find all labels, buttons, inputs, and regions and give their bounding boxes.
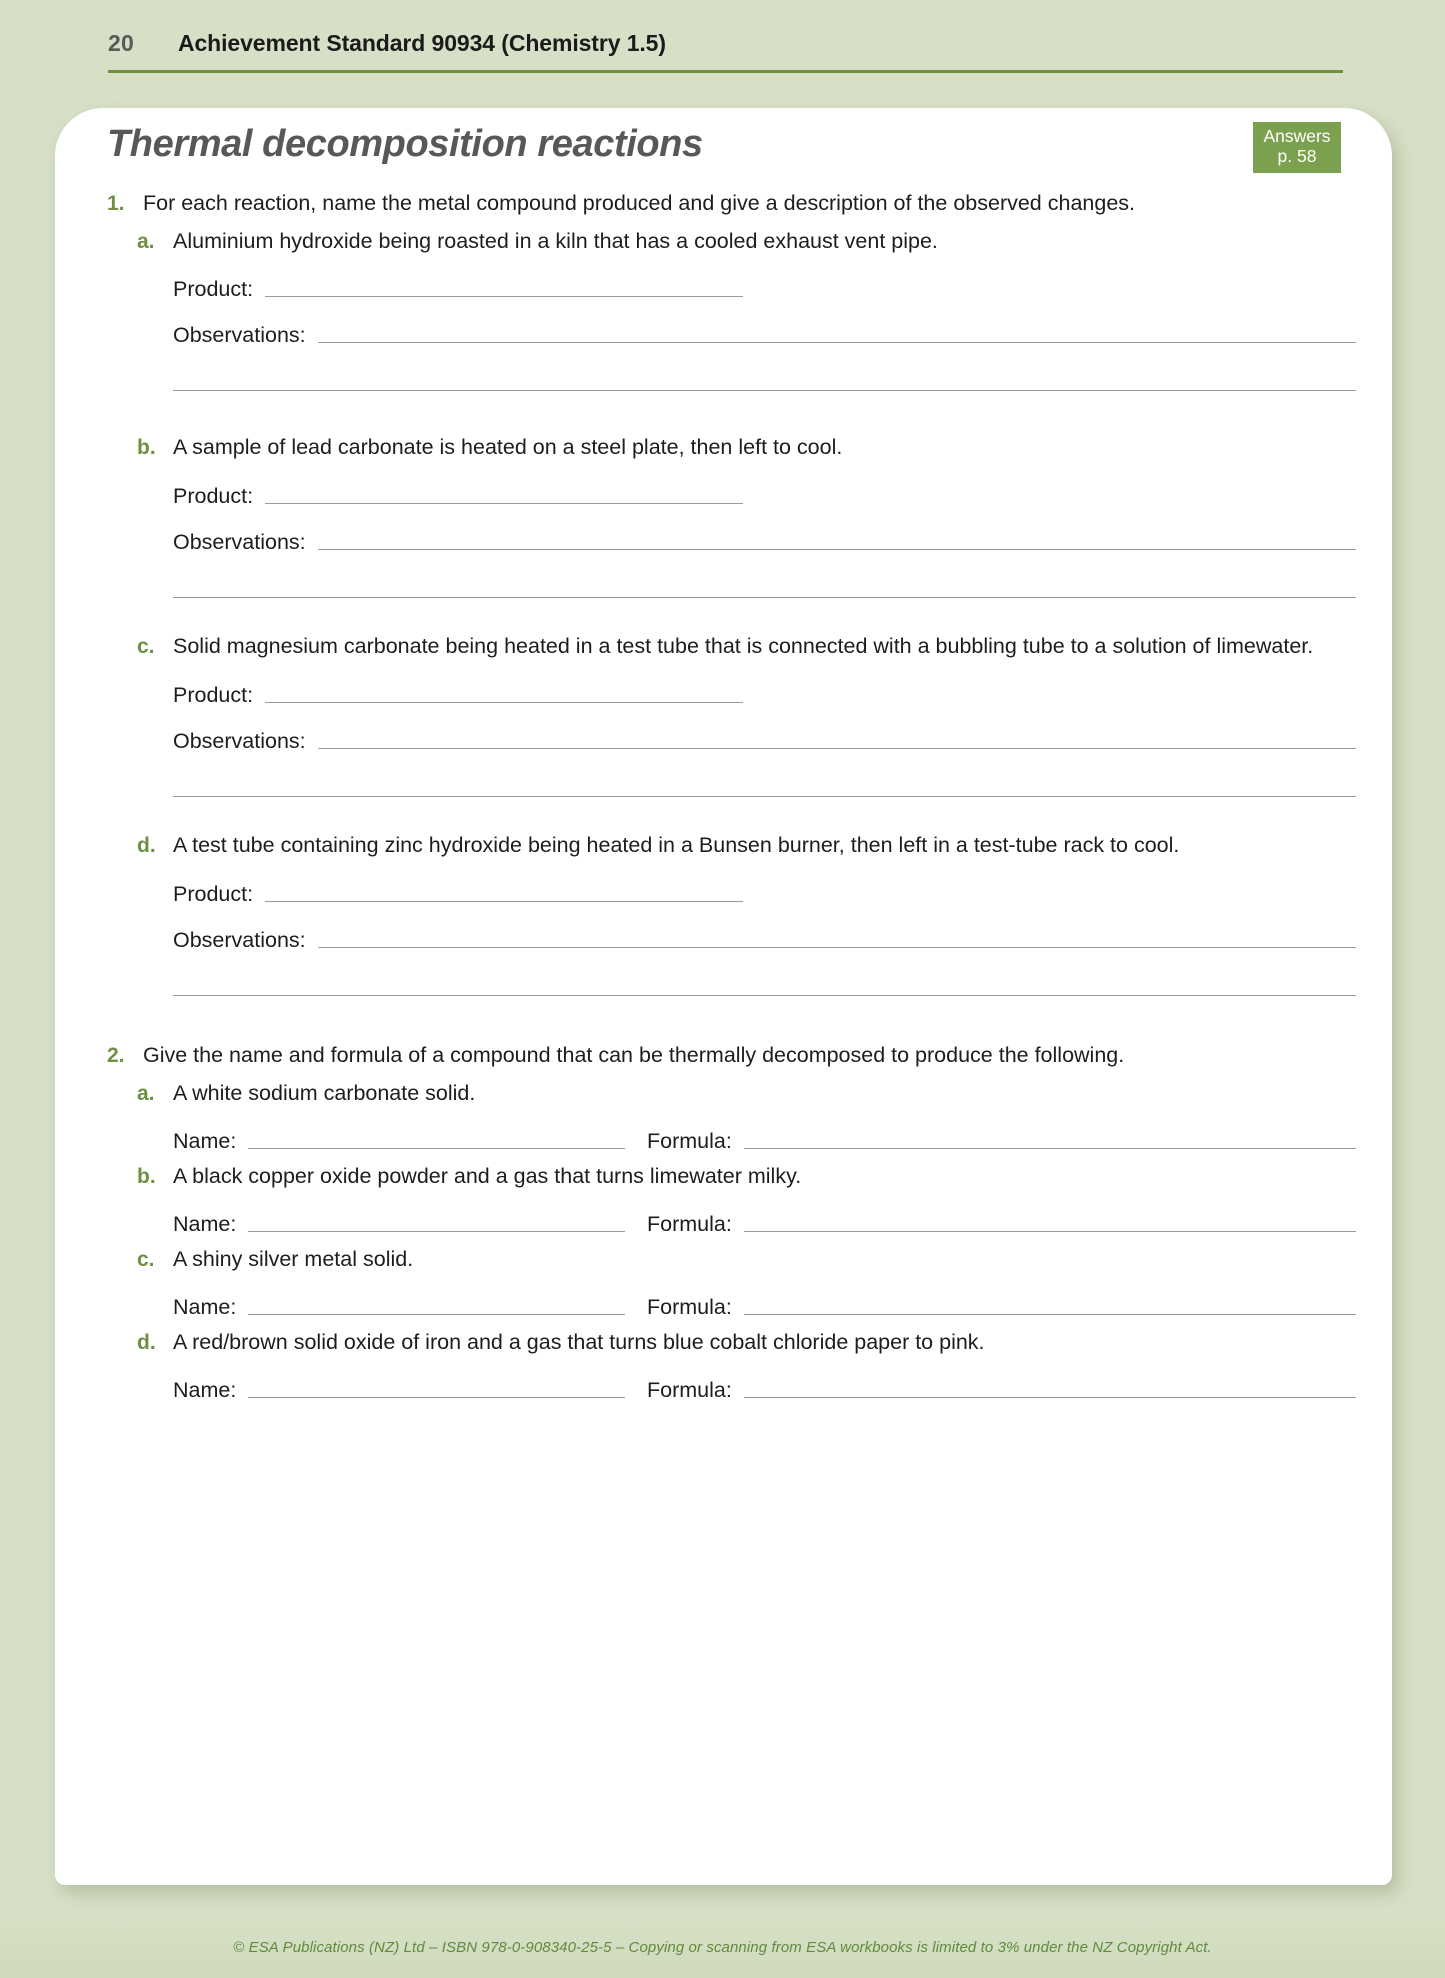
product-answer-line[interactable] (265, 702, 743, 703)
question-1a-text: Aluminium hydroxide being roasted in a kiln that has a cooled exhaust vent pipe. (173, 228, 938, 253)
spacer (55, 797, 1392, 823)
question-1d-stem (55, 830, 1392, 861)
page-footer (0, 1916, 1445, 1978)
name-label: Name: (173, 1128, 237, 1153)
question-2c-answer-block (55, 1295, 1392, 1320)
question-2a-letter: a. (137, 1081, 155, 1105)
question-1b-letter: b. (137, 436, 156, 460)
name-label: Name: (173, 1377, 237, 1402)
page-number: 20 (108, 30, 134, 56)
question-2d-answer-block (55, 1378, 1392, 1403)
product-label: Product: (173, 882, 254, 907)
name-answer-line[interactable] (248, 1148, 625, 1149)
name-answer-line[interactable] (248, 1231, 625, 1232)
formula-label: Formula: (647, 1377, 732, 1402)
product-field-1b[interactable] (173, 484, 1356, 509)
question-1a-answer-block (55, 277, 1392, 391)
question-2a-answer-block (55, 1129, 1392, 1154)
question-1 (55, 188, 1392, 996)
observations-field-1d[interactable] (173, 928, 1356, 953)
card-body (55, 108, 1392, 1885)
question-1d-answer-block (55, 882, 1392, 996)
page-header (0, 0, 1445, 78)
answers-badge-page: p. 58 (1277, 145, 1317, 166)
content-card (55, 108, 1392, 1885)
observations-label: Observations: (173, 729, 306, 754)
question-1c-letter: c. (137, 635, 155, 659)
header-inner (0, 0, 666, 57)
question-2c-text: A shiny silver metal solid. (173, 1246, 414, 1271)
name-answer-line[interactable] (248, 1397, 625, 1398)
observations-label: Observations: (173, 530, 306, 555)
observations-answer-line[interactable] (318, 748, 1356, 749)
question-2 (55, 1040, 1392, 1402)
question-2d-letter: d. (137, 1330, 156, 1354)
question-2b-letter: b. (137, 1164, 156, 1188)
name-formula-row-2d (173, 1378, 1356, 1403)
name-field-2b[interactable] (173, 1212, 647, 1237)
formula-field-2c[interactable] (647, 1295, 1356, 1320)
question-2d-stem (55, 1327, 1392, 1358)
name-formula-row-2c (173, 1295, 1356, 1320)
observations-label: Observations: (173, 323, 306, 348)
question-1b-answer-block (55, 484, 1392, 598)
formula-field-2b[interactable] (647, 1212, 1356, 1237)
question-2-text: Give the name and formula of a compound that can be thermally decomposed to produce the following. (143, 1043, 1125, 1068)
question-2b-stem (55, 1161, 1392, 1192)
formula-label: Formula: (647, 1128, 732, 1153)
question-1-stem (55, 188, 1392, 219)
question-1d-text: A test tube containing zinc hydroxide being heated in a Bunsen burner, then left in a test-tube rack to cool. (173, 833, 1180, 858)
question-1b-text: A sample of lead carbonate is heated on a steel plate, then left to cool. (173, 435, 843, 460)
formula-field-2d[interactable] (647, 1378, 1356, 1403)
question-1-number: 1. (107, 192, 125, 215)
question-2b-text: A black copper oxide powder and a gas that turns limewater milky. (173, 1163, 802, 1188)
question-1c-answer-block (55, 683, 1392, 797)
observations-answer-line[interactable] (318, 947, 1356, 948)
formula-label: Formula: (647, 1294, 732, 1319)
spacer (55, 598, 1392, 624)
name-field-2d[interactable] (173, 1378, 647, 1403)
question-2-stem (55, 1040, 1392, 1071)
spacer (55, 391, 1392, 425)
formula-answer-line[interactable] (744, 1314, 1356, 1315)
product-field-1a[interactable] (173, 277, 1356, 302)
answers-reference-badge (1253, 122, 1341, 173)
formula-answer-line[interactable] (744, 1231, 1356, 1232)
name-field-2c[interactable] (173, 1295, 647, 1320)
question-2-number: 2. (107, 1044, 125, 1068)
name-answer-line[interactable] (248, 1314, 625, 1315)
name-formula-row-2b (173, 1212, 1356, 1237)
formula-answer-line[interactable] (744, 1397, 1356, 1398)
product-label: Product: (173, 683, 254, 708)
product-answer-line[interactable] (265, 296, 743, 297)
question-1a-stem (55, 226, 1392, 257)
question-2d-text: A red/brown solid oxide of iron and a gas that turns blue cobalt chloride paper to pink. (173, 1329, 985, 1354)
question-1-text: For each reaction, name the metal compound produced and give a description of the observed changes. (143, 191, 1136, 215)
spacer (55, 996, 1392, 1040)
question-1a-letter: a. (137, 229, 155, 253)
observations-field-1b[interactable] (173, 530, 1356, 555)
question-1d-letter: d. (137, 834, 156, 858)
formula-answer-line[interactable] (744, 1148, 1356, 1149)
observations-field-1c[interactable] (173, 729, 1356, 754)
product-field-1d[interactable] (173, 882, 1356, 907)
question-2a-text: A white sodium carbonate solid. (173, 1080, 476, 1105)
answers-badge-label: Answers (1263, 126, 1331, 146)
observations-answer-line[interactable] (318, 549, 1356, 550)
product-answer-line[interactable] (265, 901, 743, 902)
observations-answer-line[interactable] (318, 342, 1356, 343)
product-label: Product: (173, 277, 254, 302)
copyright-text: © ESA Publications (NZ) Ltd – ISBN 978-0-908340-25-5 – Copying or scanning from ESA workbooks is limited to 3% under the NZ Copyright Act. (233, 1938, 1212, 1956)
observations-label: Observations: (173, 928, 306, 953)
name-label: Name: (173, 1211, 237, 1236)
product-label: Product: (173, 484, 254, 509)
name-formula-row-2a (173, 1129, 1356, 1154)
question-2c-letter: c. (137, 1247, 155, 1271)
question-2c-stem (55, 1244, 1392, 1275)
question-1c-text: Solid magnesium carbonate being heated in a test tube that is connected with a bubbling tube to a solution of limewater. (173, 634, 1314, 659)
question-1b-stem (55, 432, 1392, 463)
header-standard-title: Achievement Standard 90934 (Chemistry 1.5) (177, 30, 666, 56)
question-1c-stem (55, 631, 1392, 662)
name-field-2a[interactable] (173, 1129, 647, 1154)
formula-field-2a[interactable] (647, 1129, 1356, 1154)
formula-label: Formula: (647, 1211, 732, 1236)
product-field-1c[interactable] (173, 683, 1356, 708)
product-answer-line[interactable] (265, 503, 743, 504)
name-label: Name: (173, 1294, 237, 1319)
observations-field-1a[interactable] (173, 323, 1356, 348)
question-2b-answer-block (55, 1212, 1392, 1237)
header-divider-rule (108, 70, 1343, 73)
questions-list (55, 188, 1392, 1403)
page-title: Thermal decomposition reactions (107, 123, 703, 165)
question-2a-stem (55, 1078, 1392, 1109)
